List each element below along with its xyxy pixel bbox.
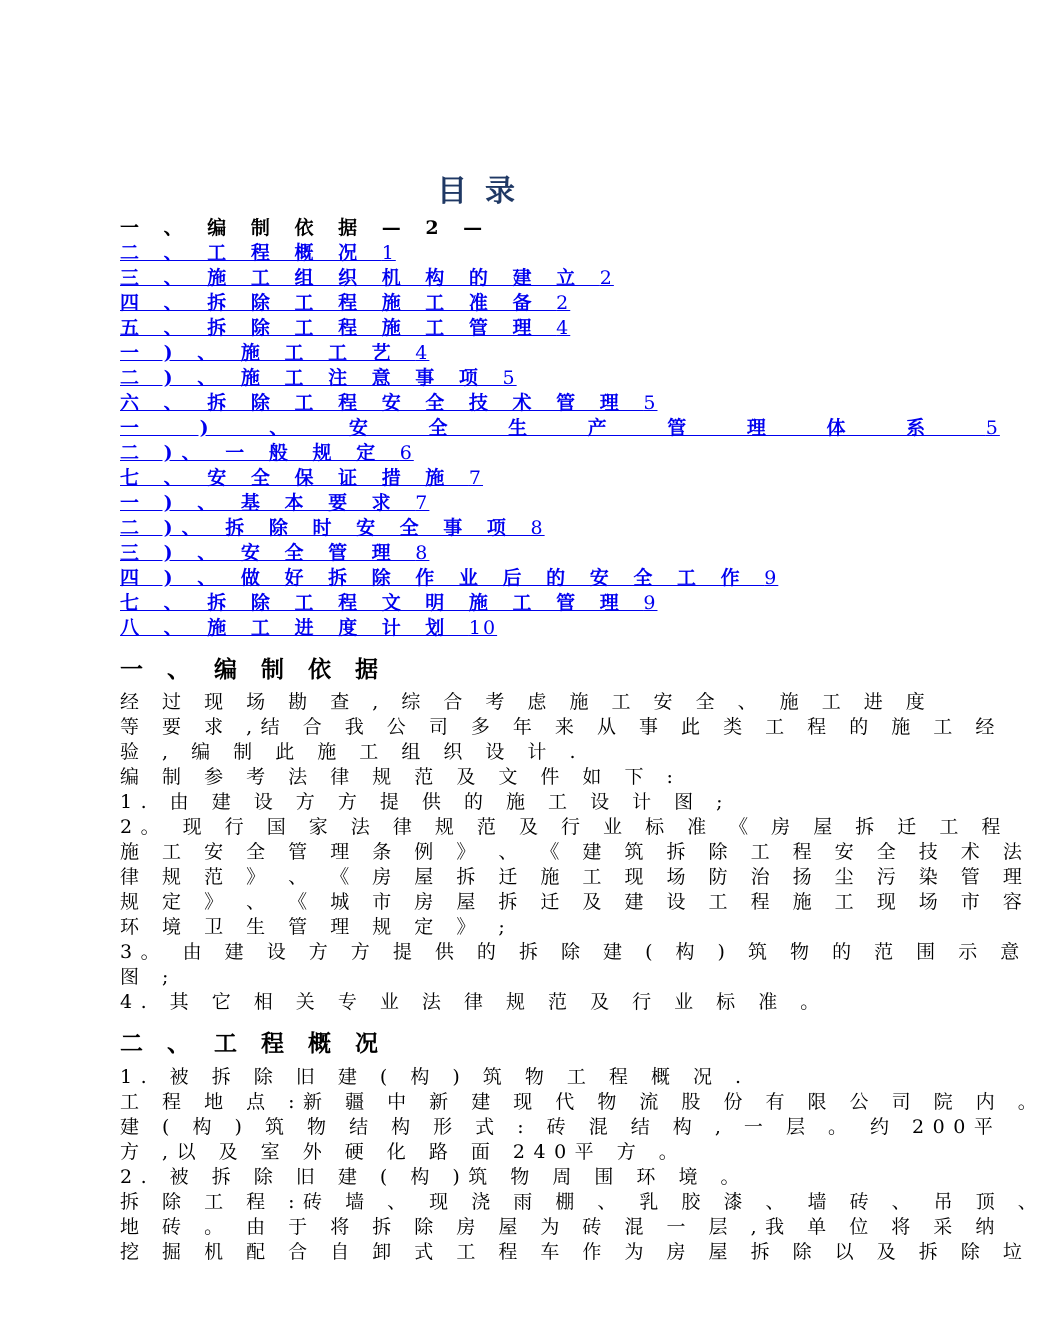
toc-title: 目录 [437,174,533,209]
toc-entry-label: 四 ) 、 做 好 拆 除 作 业 后 的 安 全 工 作 [120,567,765,589]
body-line: 编 制 参 考 法 律 规 范 及 文 件 如 下 : [120,766,682,788]
toc-entry-page: 7 [415,492,430,514]
toc-entry-page: 4 [415,342,430,364]
toc-link[interactable] [120,442,414,464]
toc-entry-label: 七 、 拆 除 工 程 文 明 施 工 管 理 [120,592,644,614]
body-line: 建 ( 构 ) 筑 物 结 构 形 式 : 砖 混 结 构 , 一 层 。 约 200平 [120,1116,1002,1138]
toc-entry-page: 9 [643,592,658,614]
toc-entry-label: 七 、 安 全 保 证 措 施 [120,467,469,489]
toc-link[interactable] [120,292,570,314]
toc-link[interactable] [120,617,497,639]
toc-entry-label: 八 、 施 工 进 度 计 划 [120,617,469,639]
toc-entry-page: 4 [556,317,571,339]
toc-entry-label: 一 、 编 制 依 据 — [120,217,426,239]
body-line: 律 规 范 》 、 《 房 屋 拆 迁 施 工 现 场 防 治 扬 尘 污 染 管 理 [120,866,1031,888]
toc-entry-label: 一 ) 、 施 工 工 艺 [120,342,416,364]
toc-entry[interactable] [120,591,860,616]
toc-entry[interactable] [120,566,860,591]
toc-entry[interactable] [120,541,860,566]
toc-entry-page: 5 [643,392,658,414]
body-line: 1. 由 建 设 方 方 提 供 的 施 工 设 计 图 ; [120,791,732,813]
toc-link[interactable] [120,542,429,564]
toc-entry[interactable] [120,316,860,341]
toc-entry[interactable] [120,441,860,466]
body-line: 4. 其 它 相 关 专 业 法 律 规 范 及 行 业 标 准 。 [120,991,828,1013]
toc-entry-label: 一 ) 、 基 本 要 求 [120,492,416,514]
toc-entry-page: 8 [415,542,430,564]
toc-entry-label: 二 )、 拆 除 时 安 全 事 项 [120,517,531,539]
body-line: 地 砖 。 由 于 将 拆 除 房 屋 为 砖 混 一 层 ,我 单 位 将 采 纳 [120,1216,1003,1238]
toc-entry-label: 五 、 拆 除 工 程 施 工 管 理 [120,317,557,339]
body-line: 拆 除 工 程 :砖 墙 、 现 浇 雨 棚 、 乳 胶 漆 、 墙 砖 、 吊 顶 、 [120,1191,1045,1213]
toc-entry-label: 三 ) 、 安 全 管 理 [120,542,416,564]
toc-link[interactable] [120,367,517,389]
body-line: 3。 由 建 设 方 方 提 供 的 拆 除 建 ( 构 ) 筑 物 的 范 围 示 意 [120,941,1028,963]
toc-entry [120,216,860,241]
toc-entry[interactable] [120,266,860,291]
toc-entry-label: 一 ) 、 安 全 生 产 管 理 体 系 [120,417,986,439]
toc-entry[interactable] [120,391,860,416]
toc-entry-label: 二 ) 、 施 工 注 意 事 项 [120,367,503,389]
section-heading: 二 、 工 程 概 况 [120,1030,387,1057]
toc-entry-page: 5 [985,417,1000,439]
toc-entry-label: 四 、 拆 除 工 程 施 工 准 备 [120,292,557,314]
toc-link[interactable] [120,592,657,614]
body-line: 规 定 》 、 《 城 市 房 屋 拆 迁 及 建 设 工 程 施 工 现 场 市 容 [120,891,1031,913]
toc-entry-page: 8 [530,517,545,539]
toc-link[interactable] [120,517,545,539]
toc-link[interactable] [120,267,614,289]
toc-entry[interactable] [120,241,860,266]
toc-entry-label: 三 、 施 工 组 织 机 构 的 建 立 [120,267,600,289]
toc-link[interactable] [120,242,396,264]
toc-link[interactable] [120,392,657,414]
section-heading: 一 、 编 制 依 据 [120,656,387,683]
body-line: 工 程 地 点 :新 疆 中 新 建 现 代 物 流 股 份 有 限 公 司 院 内 。 [120,1091,1045,1113]
body-line: 2。 现 行 国 家 法 律 规 范 及 行 业 标 准 《 房 屋 拆 迁 工 程 [120,816,1009,838]
toc-entry-page: 2 — [425,217,492,239]
toc-entry[interactable] [120,366,860,391]
toc-entry-page: 10 [468,617,498,639]
toc-entry-page: 1 [381,242,396,264]
section-body [120,1065,1045,1265]
toc-entry-page: 2 [556,292,571,314]
toc-entry-page: 5 [502,367,517,389]
toc-entry[interactable] [120,416,1000,441]
body-line: 环 境 卫 生 管 理 规 定 》 ; [120,916,514,938]
toc-link[interactable] [120,317,570,339]
toc-entry[interactable] [120,516,860,541]
toc-entry[interactable] [120,341,860,366]
toc-link[interactable] [120,467,483,489]
body-line: 图 ; [120,966,177,988]
toc-entry-page: 6 [399,442,414,464]
table-of-contents [120,216,1000,641]
body-line: 等 要 求 ,结 合 我 公 司 多 年 来 从 事 此 类 工 程 的 施 工 经 [120,716,1003,738]
body-line: 验 , 编 制 此 施 工 组 织 设 计 . [120,741,585,763]
body-line: 经 过 现 场 勘 查 , 综 合 考 虑 施 工 安 全 、 施 工 进 度 [120,691,934,713]
toc-entry[interactable] [120,491,860,516]
toc-entry[interactable] [120,466,860,491]
toc-entry[interactable] [120,291,860,316]
body-line: 挖 掘 机 配 合 自 卸 式 工 程 车 作 为 房 屋 拆 除 以 及 拆 除 垃 [120,1241,1031,1263]
body-line: 方 ,以 及 室 外 硬 化 路 面 240平 方 。 [120,1141,687,1163]
toc-entry-page: 2 [599,267,614,289]
toc-entry[interactable] [120,616,860,641]
toc-link[interactable] [120,492,429,514]
toc-link[interactable] [120,567,778,589]
toc-entry-label: 六 、 拆 除 工 程 安 全 技 术 管 理 [120,392,644,414]
body-line: 2. 被 拆 除 旧 建 ( 构 )筑 物 周 围 环 境 。 [120,1166,749,1188]
body-line: 施 工 安 全 管 理 条 例 》 、 《 建 筑 拆 除 工 程 安 全 技 术 法 [120,841,1031,863]
section-body [120,690,1031,1015]
toc-entry-page: 7 [468,467,484,489]
toc-entry-page: 9 [764,567,779,589]
toc-link[interactable] [120,342,429,364]
toc-link[interactable] [120,417,1000,439]
toc-entry-label: 二 )、 一 般 规 定 [120,442,400,464]
body-line: 1. 被 拆 除 旧 建 ( 构 ) 筑 物 工 程 概 况 . [120,1066,750,1088]
toc-entry-label: 二 、 工 程 概 况 [120,242,382,264]
